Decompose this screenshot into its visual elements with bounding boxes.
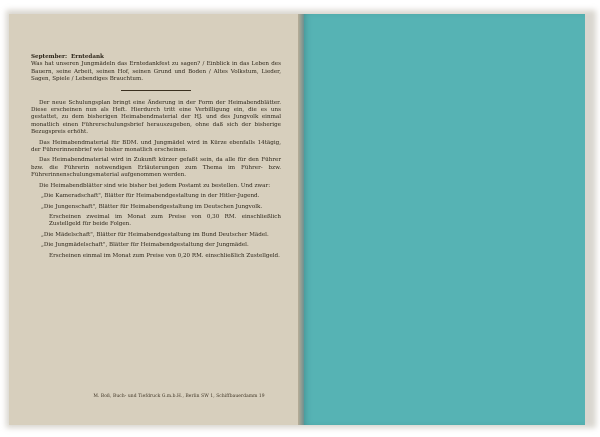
paragraph: Das Heimabendmaterial wird in Zukunft kürzer gefaßt sein, da alle für den Führer bzw. die Führerin notwendigen Erläuterungen zum Thema im Führer- bzw. Führerinnenschulungsmaterial aufgenommen werden. <box>31 157 281 179</box>
month-label: September: <box>31 54 68 60</box>
paragraph: Die Heimabendblätter sind wie bisher bei jedem Postamt zu bestellen. Und zwar: <box>39 182 271 189</box>
left-page <box>9 14 301 425</box>
schedule-header <box>31 54 281 61</box>
printer-imprint: M. Boß, Buch- und Tiefdruck G.m.b.H., Berlin SW 1, Schiffbauerdamm 19 <box>93 394 265 399</box>
book-spine-gutter <box>298 14 304 425</box>
list-item: „Die Jungmädelschaft", Blätter für Heimabendgestaltung der Jungmädel. <box>41 242 249 249</box>
list-item: „Die Jungenschaft", Blätter für Heimabendgestaltung im Deutschen Jungvolk. <box>41 203 263 210</box>
list-item: „Die Mädelschaft", Blätter für Heimabendgestaltung im Bund Deutscher Mädel. <box>41 231 269 238</box>
list-item: Erscheinen einmal im Monat zum Preise von 0,20 RM. einschließlich Zustellgeld. <box>49 252 280 259</box>
theme-description: Was hat unseren Jungmädeln das Erntedankfest zu sagen? / Einblick in das Leben des Bauern, seine Arbeit, seinen Hof, seinen Grund und Boden / Altes Volkstum, Lieder, Sagen, Spiele / Lebendiges Brauchtum. <box>31 61 281 83</box>
paragraph: Der neue Schulungsplan bringt eine Änderung in der Form der Heimabendblätter. Diese erscheinen nun als Heft. Hierdurch tritt eine Verbilligung ein, die es uns gestattet, zu dem bisherigen Heimabendmaterial der HJ. und des Jungvolk einmal monatlich einen Führerschulungsbrief herauszugeben, ohne daß sich der bisherige Bezugspreis erhöht. <box>31 99 281 136</box>
paragraph: Das Heimabendmaterial für BDM. und Jungmädel wird in Kürze ebenfalls 14tägig, der Führerinnenbrief wie bisher monatlich erscheinen. <box>31 139 281 154</box>
list-item: „Die Kameradschaft", Blätter für Heimabendgestaltung in der Hitler-Jugend. <box>41 193 260 200</box>
theme-title: Erntedank <box>71 54 104 60</box>
page-text <box>31 54 281 263</box>
divider <box>121 90 191 91</box>
list-item: Erscheinen zweimal im Monat zum Preise von 0,30 RM. einschließlich Zustellgeld für beide Folgen. <box>49 213 281 228</box>
back-cover <box>302 14 585 425</box>
